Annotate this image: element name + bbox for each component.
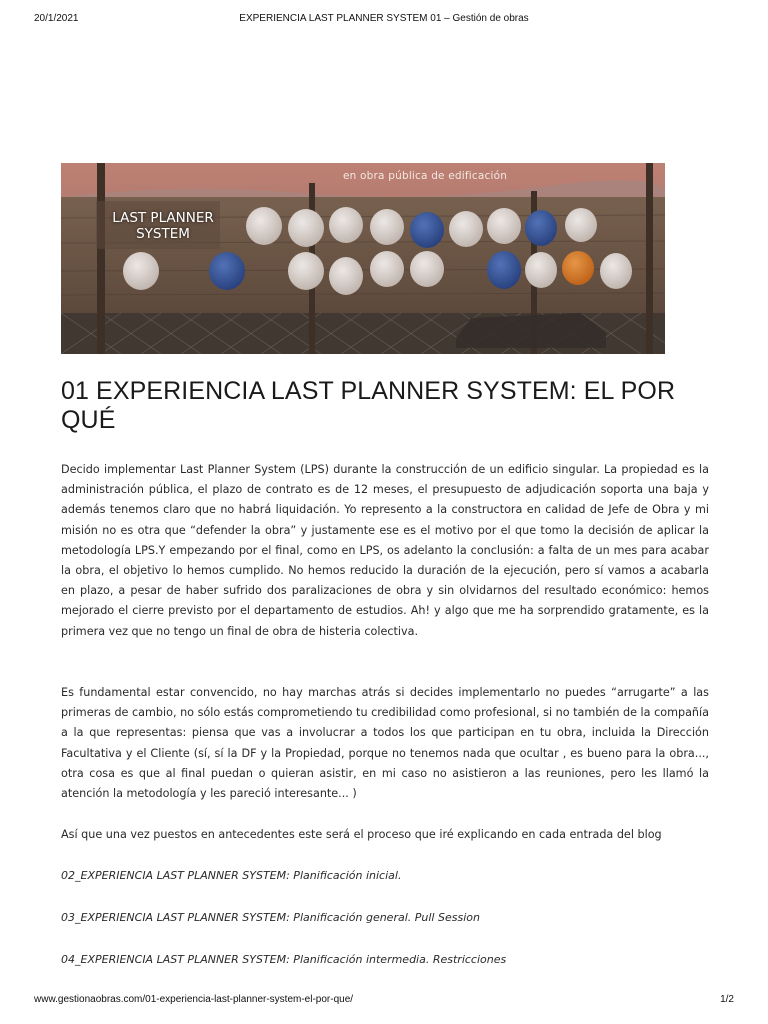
banner-logo-text: LAST PLANNER SYSTEM	[112, 210, 214, 242]
print-page-number: 1/2	[720, 994, 734, 1005]
article-paragraph-2: Es fundamental estar convencido, no hay marchas atrás si decides implementarlo no puedes “arrugarte” a las primeras de cambio, no sólo estás comprometiendo tu credibilidad como profesional, si no también de la compañía a la que representas: piensa que vas a involucrar a todos los que participan en tu obra, incluida la Dirección Facultativa y el Cliente (sí, sí la DF y la Propiedad, porque no tenemos nada que ocultar , es bueno para la obra..., otra cosa es que al final puedan o quieran asistir, en mi caso no asistieron a las reuniones, pero les llamó la atención la metodología y les pareció interesante... )	[61, 686, 709, 801]
print-page-title: EXPERIENCIA LAST PLANNER SYSTEM 01 – Gestión de obras	[239, 13, 529, 24]
print-url: www.gestionaobras.com/01-experiencia-last-planner-system-el-por-que/	[34, 994, 354, 1005]
series-link-03[interactable]: 03_EXPERIENCIA LAST PLANNER SYSTEM: Planificación general. Pull Session	[61, 911, 480, 924]
hard-hats-illustration	[61, 163, 665, 354]
series-link-02[interactable]: 02_EXPERIENCIA LAST PLANNER SYSTEM: Planificación inicial.	[61, 869, 402, 882]
series-link-04[interactable]: 04_EXPERIENCIA LAST PLANNER SYSTEM: Planificación intermedia. Restricciones	[61, 953, 507, 966]
banner-caption: en obra pública de edificación	[343, 170, 508, 182]
article-paragraph-3: Así que una vez puestos en antecedentes este será el proceso que iré explicando en cada entrada del blog	[61, 828, 662, 841]
print-header	[34, 13, 734, 27]
print-footer	[34, 994, 734, 1008]
print-date: 20/1/2021	[34, 13, 79, 24]
article-title: 01 EXPERIENCIA LAST PLANNER SYSTEM: EL POR QUÉ	[61, 377, 676, 434]
hero-banner-image	[61, 163, 665, 354]
article-paragraph-1: Decido implementar Last Planner System (LPS) durante la construcción de un edificio singular. La propiedad es la administración pública, el plazo de contrato es de 12 meses, el presupuesto de adjudicación soporta una baja y además tenemos claro que no habrá liquidación. Yo represento a la constructora en calidad de Jefe de Obra y mi misión no es otra que “defender la obra” y justamente ese es el motivo por el que tomo la decisión de aplicar la metodología LPS.Y empezando por el final, como en LPS, os adelanto la conclusión: a falta de un mes para acabar la obra, el objetivo lo hemos cumplido. No hemos reducido la duración de la ejecución, pero sí vamos a acabarla en plazo, a pesar de haber sufrido dos paralizaciones de obra y sin olvidarnos del resultado económico: hemos mejorado el cierre previsto por el departamento de estudios. Ah! y algo que me ha sorprendido gratamente, es la primera vez que no tengo un final de obra de histeria colectiva.	[61, 463, 709, 638]
